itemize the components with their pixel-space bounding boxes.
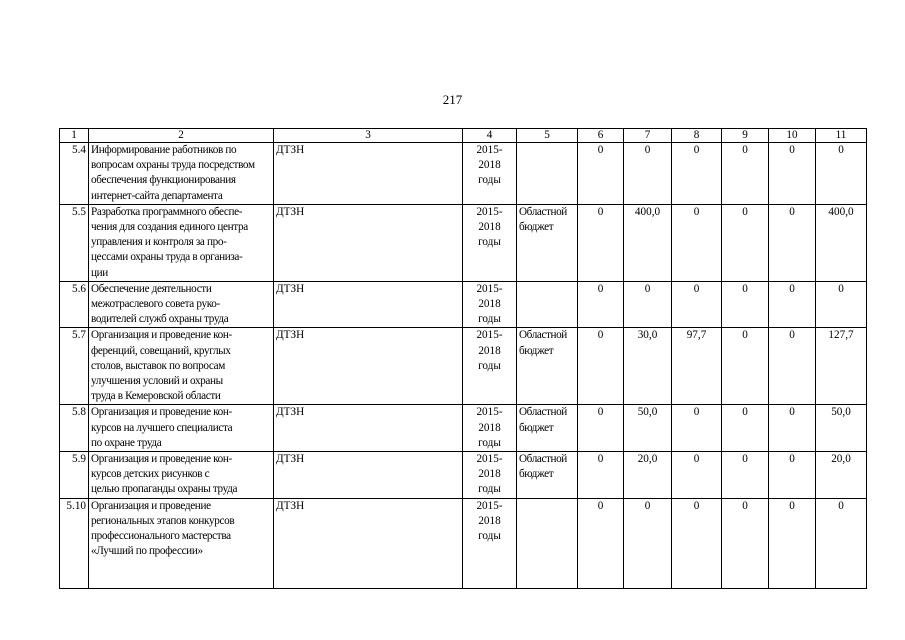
value-c10: 0 (769, 405, 816, 452)
value-c6: 0 (578, 328, 624, 405)
period (463, 498, 517, 588)
cell-line: Организация и проведение кон- (91, 406, 232, 419)
value-total: 0 (816, 498, 867, 588)
executor: ДТЗН (274, 281, 463, 328)
item-number: 5.4 (60, 143, 89, 205)
value-c7: 0 (624, 143, 672, 205)
page-number: 217 (442, 92, 463, 107)
measures-table (59, 128, 867, 589)
executor: ДТЗН (274, 498, 463, 588)
value-c9: 0 (722, 204, 769, 281)
cell-line: Областной (519, 453, 567, 466)
cell-line: 2018 (478, 468, 501, 481)
column-header-7: 7 (624, 129, 672, 143)
cell-line: бюджет (519, 344, 554, 357)
funding-source (517, 204, 578, 281)
executor: ДТЗН (274, 405, 463, 452)
value-c10: 0 (769, 452, 816, 499)
cell-line: 2018 (478, 221, 501, 234)
funding-source (517, 281, 578, 328)
item-number: 5.7 (60, 328, 89, 405)
cell-line: Областной (519, 406, 567, 419)
measure-name (89, 143, 274, 205)
cell-line: годы (478, 436, 501, 449)
column-header-2: 2 (89, 129, 274, 143)
item-number: 5.5 (60, 204, 89, 281)
period (463, 281, 517, 328)
value-c9: 0 (722, 281, 769, 328)
cell-line: водителей служб охраны труда (91, 313, 229, 326)
value-c9: 0 (722, 328, 769, 405)
value-c6: 0 (578, 498, 624, 588)
cell-line: по охране труда (91, 436, 162, 449)
table-row (60, 405, 867, 452)
value-total: 400,0 (816, 204, 867, 281)
value-c7: 50,0 (624, 405, 672, 452)
value-c7: 400,0 (624, 204, 672, 281)
value-c7: 0 (624, 498, 672, 588)
measure-name (89, 204, 274, 281)
value-c10: 0 (769, 498, 816, 588)
value-c10: 0 (769, 281, 816, 328)
cell-line: годы (478, 359, 501, 372)
cell-line: годы (478, 483, 501, 496)
value-c8: 0 (672, 452, 722, 499)
value-c6: 0 (578, 143, 624, 205)
value-c7: 30,0 (624, 328, 672, 405)
column-header-1: 1 (60, 129, 89, 143)
column-header-11: 11 (816, 129, 867, 143)
executor: ДТЗН (274, 452, 463, 499)
column-header-10: 10 (769, 129, 816, 143)
value-c8: 0 (672, 405, 722, 452)
table-row (60, 498, 867, 588)
cell-line: столов, выставок по вопросам (91, 359, 225, 372)
cell-line: Информирование работников по (91, 144, 237, 156)
cell-line: межотраслевого совета руко- (91, 298, 220, 311)
cell-line: 2018 (478, 514, 501, 527)
cell-line: годы (478, 313, 501, 326)
value-c10: 0 (769, 328, 816, 405)
cell-line: курсов детских рисунков с (91, 468, 210, 481)
value-c8: 0 (672, 281, 722, 328)
value-c9: 0 (722, 405, 769, 452)
item-number: 5.8 (60, 405, 89, 452)
cell-line: Разработка программного обеспе- (91, 205, 243, 218)
cell-line: годы (478, 530, 501, 543)
cell-line: 2018 (478, 298, 501, 311)
cell-line: обеспечения функционирования (91, 174, 236, 187)
cell-line: Обеспечение деятельности (91, 282, 212, 295)
cell-line: ференций, совещаний, круглых (91, 344, 231, 357)
cell-line: интернет-сайта департамента (91, 189, 223, 202)
measure-name (89, 328, 274, 405)
table-row (60, 452, 867, 499)
table-row (60, 281, 867, 328)
cell-line: годы (478, 174, 501, 187)
cell-line: Организация и проведение кон- (91, 453, 232, 466)
measure-name (89, 281, 274, 328)
cell-line: Организация и проведение (91, 499, 211, 512)
funding-source (517, 143, 578, 205)
item-number: 5.6 (60, 281, 89, 328)
cell-line: целью пропаганды охраны труда (91, 483, 238, 496)
value-c8: 0 (672, 204, 722, 281)
cell-line: чения для создания единого центра (91, 221, 248, 234)
column-header-8: 8 (672, 129, 722, 143)
value-c9: 0 (722, 498, 769, 588)
value-c8: 97,7 (672, 328, 722, 405)
value-c7: 20,0 (624, 452, 672, 499)
item-number: 5.9 (60, 452, 89, 499)
value-c8: 0 (672, 498, 722, 588)
cell-line: курсов на лучшего специалиста (91, 421, 233, 434)
executor: ДТЗН (274, 143, 463, 205)
value-c10: 0 (769, 204, 816, 281)
funding-source (517, 328, 578, 405)
value-total: 20,0 (816, 452, 867, 499)
value-total: 0 (816, 143, 867, 205)
cell-line: улучшения условий и охраны (91, 375, 223, 388)
executor: ДТЗН (274, 328, 463, 405)
value-total: 50,0 (816, 405, 867, 452)
cell-line: региональных этапов конкурсов (91, 514, 235, 527)
measure-name (89, 498, 274, 588)
cell-line: «Лучший по профессии» (91, 545, 203, 558)
cell-line: профессионального мастерства (91, 530, 231, 543)
period (463, 405, 517, 452)
value-c9: 0 (722, 143, 769, 205)
cell-line: бюджет (519, 221, 554, 234)
value-c6: 0 (578, 204, 624, 281)
cell-line: 2015- (476, 453, 503, 466)
column-header-9: 9 (722, 129, 769, 143)
column-header-3: 3 (274, 129, 463, 143)
cell-line: годы (478, 236, 501, 249)
value-c6: 0 (578, 452, 624, 499)
column-header-5: 5 (517, 129, 578, 143)
cell-line: 2018 (478, 421, 501, 434)
measure-name (89, 405, 274, 452)
period (463, 143, 517, 205)
cell-line: бюджет (519, 421, 554, 434)
cell-line: 2015- (476, 329, 503, 342)
cell-line: 2015- (476, 144, 503, 156)
cell-line: управления и контроля за про- (91, 236, 227, 249)
executor: ДТЗН (274, 204, 463, 281)
cell-line: Областной (519, 329, 567, 342)
value-c8: 0 (672, 143, 722, 205)
cell-line: Организация и проведение кон- (91, 329, 232, 342)
cell-line: 2015- (476, 282, 503, 295)
cell-line: ции (91, 266, 108, 279)
value-c9: 0 (722, 452, 769, 499)
table-body (60, 143, 867, 589)
cell-line: 2015- (476, 406, 503, 419)
cell-line: 2018 (478, 159, 501, 172)
period (463, 452, 517, 499)
item-number: 5.10 (60, 498, 89, 588)
value-total: 127,7 (816, 328, 867, 405)
cell-line: 2018 (478, 344, 501, 357)
cell-line: труда в Кемеровской области (91, 390, 221, 403)
cell-line: 2015- (476, 499, 503, 512)
period (463, 328, 517, 405)
cell-line: бюджет (519, 468, 554, 481)
value-c7: 0 (624, 281, 672, 328)
value-c6: 0 (578, 405, 624, 452)
funding-source (517, 452, 578, 499)
cell-line: цессами охраны труда в организа- (91, 251, 243, 264)
cell-line: вопросам охраны труда посредством (91, 159, 255, 172)
cell-line: 2015- (476, 205, 503, 218)
table-row (60, 204, 867, 281)
column-header-4: 4 (463, 129, 517, 143)
header-row (60, 129, 867, 143)
value-c6: 0 (578, 281, 624, 328)
table-row (60, 328, 867, 405)
table-row (60, 143, 867, 205)
cell-line: Областной (519, 205, 567, 218)
period (463, 204, 517, 281)
column-header-6: 6 (578, 129, 624, 143)
funding-source (517, 498, 578, 588)
value-total: 0 (816, 281, 867, 328)
funding-source (517, 405, 578, 452)
value-c10: 0 (769, 143, 816, 205)
measure-name (89, 452, 274, 499)
